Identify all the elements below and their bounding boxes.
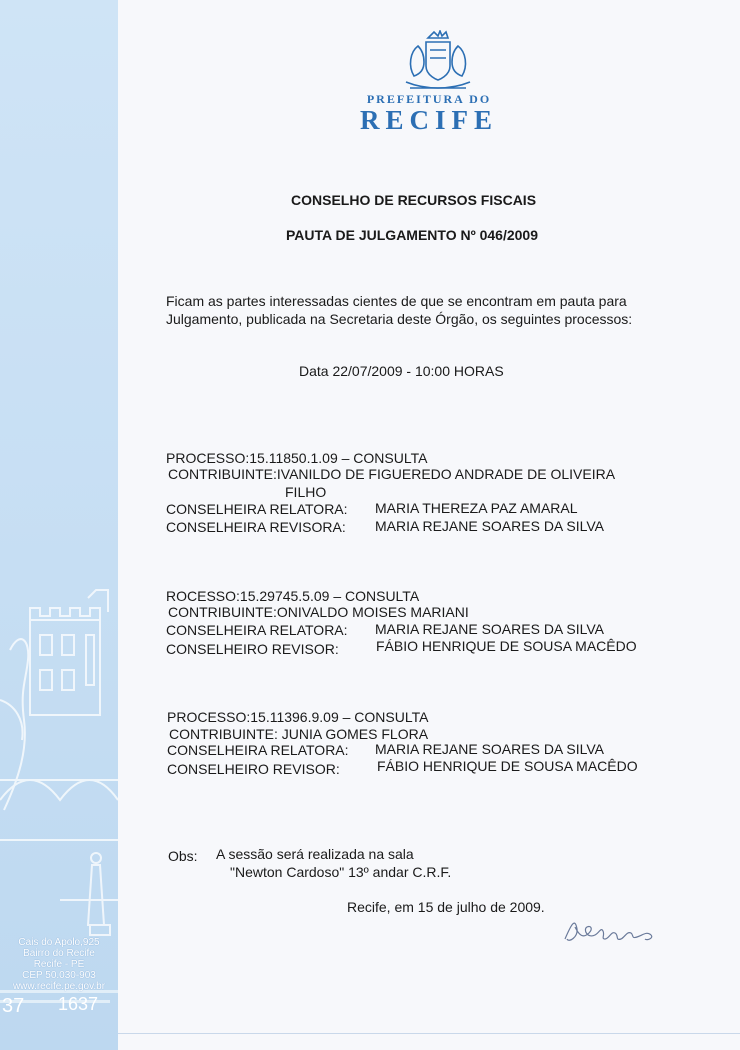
- document-page: [118, 0, 740, 1050]
- coat-of-arms-icon: [400, 30, 476, 94]
- footer-divider: [118, 1033, 740, 1034]
- process-number: PROCESSO:15.11850.1.09 – CONSULTA: [166, 450, 428, 466]
- sidebar-address: [0, 937, 118, 992]
- document-title: CONSELHO DE RECURSOS FISCAIS: [291, 192, 537, 208]
- process-reviewer: FÁBIO HENRIQUE DE SOUSA MACÊDO: [377, 758, 638, 774]
- document-subtitle: PAUTA DE JULGAMENTO Nº 046/2009: [286, 227, 538, 243]
- address-line-street: Cais do Apolo,925: [18, 937, 100, 948]
- city-landmark-watermark-icon: [0, 0, 118, 1050]
- process-reviewer: MARIA REJANE SOARES DA SILVA: [375, 518, 604, 534]
- process-reviewer-label: CONSELHEIRO REVISOR:: [166, 641, 339, 657]
- signature-icon: [561, 913, 681, 949]
- place-and-date: Recife, em 15 de julho de 2009.: [347, 899, 545, 915]
- obs-line-1: A sessão será realizada na sala: [216, 846, 414, 862]
- process-rapporteur: MARIA REJANE SOARES DA SILVA: [375, 741, 604, 757]
- obs-line-2: "Newton Cardoso" 13º andar C.R.F.: [230, 864, 452, 880]
- sidebar-number-1637: 1637: [58, 994, 99, 1014]
- process-rapporteur-label: CONSELHEIRA RELATORA:: [166, 501, 348, 517]
- obs-label: Obs:: [168, 848, 198, 864]
- process-rapporteur: MARIA REJANE SOARES DA SILVA: [375, 621, 604, 637]
- process-number: PROCESSO:15.11396.9.09 – CONSULTA: [167, 709, 429, 725]
- address-line-city: Recife - PE: [33, 959, 85, 970]
- process-reviewer: FÁBIO HENRIQUE DE SOUSA MACÊDO: [376, 638, 637, 654]
- logo-subtitle: PREFEITURA DO: [366, 92, 492, 106]
- address-line-cep: CEP 50.030-903: [22, 970, 96, 981]
- address-line-website: www.recife.pe.gov.br: [12, 981, 106, 992]
- letterhead-sidebar: [0, 0, 118, 1050]
- process-reviewer-label: CONSELHEIRA REVISORA:: [166, 519, 346, 535]
- logo-title: RECIFE: [359, 105, 498, 135]
- intro-line-1: Ficam as partes interessadas cientes de que se encontram em pauta para: [166, 293, 627, 309]
- intro-line-2: Julgamento, publicada na Secretaria deste Órgão, os seguintes processos:: [166, 311, 633, 327]
- process-taxpayer: CONTRIBUINTE: JUNIA GOMES FLORA: [169, 726, 429, 742]
- sidebar-number-37: 37: [2, 995, 25, 1017]
- address-line-district: Bairro do Recife: [23, 948, 95, 959]
- process-rapporteur-label: CONSELHEIRA RELATORA:: [166, 622, 348, 638]
- process-rapporteur: MARIA THEREZA PAZ AMARAL: [375, 500, 578, 516]
- process-rapporteur-label: CONSELHEIRA RELATORA:: [167, 742, 349, 758]
- process-taxpayer-cont: FILHO: [285, 484, 327, 500]
- process-number: ROCESSO:15.29745.5.09 – CONSULTA: [166, 588, 420, 604]
- session-date: Data 22/07/2009 - 10:00 HORAS: [299, 363, 504, 379]
- process-taxpayer: CONTRIBUINTE:IVANILDO DE FIGUEREDO ANDRADE DE OLIVEIRA: [168, 466, 616, 482]
- process-taxpayer: CONTRIBUINTE:ONIVALDO MOISES MARIANI: [168, 604, 469, 620]
- process-reviewer-label: CONSELHEIRO REVISOR:: [167, 761, 340, 777]
